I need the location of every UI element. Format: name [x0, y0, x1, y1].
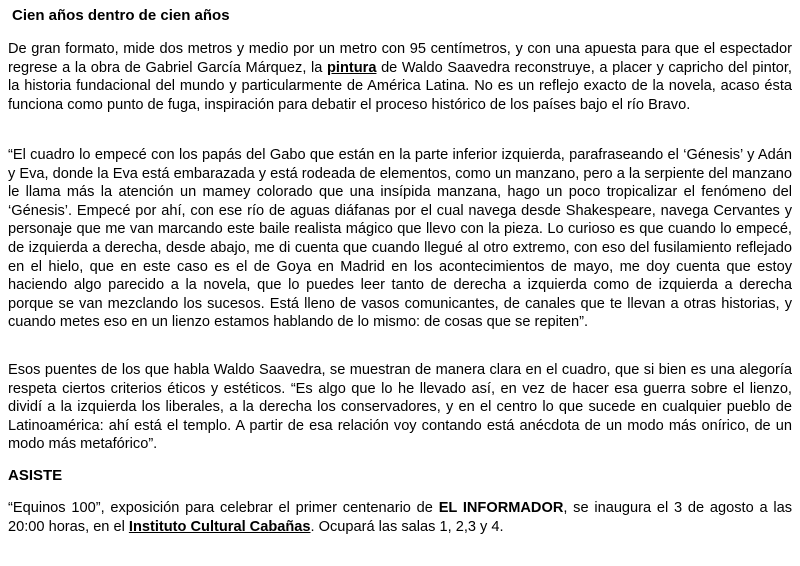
article-title: Cien años dentro de cien años: [12, 7, 230, 24]
el-informador-name: EL INFORMADOR: [438, 500, 564, 516]
paragraph-event-text-after: . Ocupará las salas 1, 2,3 y 4.: [310, 518, 504, 535]
instituto-cultural-cabanas-link[interactable]: Instituto Cultural Cabañas: [128, 518, 311, 535]
paragraph-bridges: Esos puentes de los que habla Waldo Saavedra, se muestran de manera clara en el cuadro, que si bien es una alegoría respeta ciertos criterios éticos y estéticos. “Es algo que lo he llevado así, en vez de hacer esa guerra sobre el lienzo, dividí a la izquierda los liberales, a la derecha los conservadores, y en el centro lo que sucede en cualquier pueblo de Latinoamérica: ahí está el templo. A partir de esa relación voy contando está anécdota de un modo más onírico, de un modo más metafórico”.: [8, 362, 792, 453]
pintura-link[interactable]: pintura: [326, 59, 377, 76]
paragraph-quote: “El cuadro lo empecé con los papás del Gabo que están en la parte inferior izquierda, parafraseando el ‘Génesis’ y Adán y Eva, donde la Eva está embarazada y está rodeada de elementos, como un manzano, pero a la serpiente del manzano le llama más la atención un mamey colorado que una insípida manzana, hago un poco tropicalizar el fenómeno del ‘Génesis’. Empecé por ahí, con ese río de aguas diáfanas por el cual navega desde Shakespeare, navega Cervantes y personaje que me van marcando este baile realista mágico que llevo con la pieza. Lo curioso es que cuando lo empecé, de izquierda a derecha, desde abajo, me di cuenta que cuando llegué al otro extremo, con eso del fusilamiento reflejado en el hielo, que en este caso es el de Goya en Madrid en los acontecimientos de mayo, me doy cuenta que estoy haciendo algo parecido a la novela, que lo puedes leer tanto de derecha a izquierda como de izquierda a derecha porque se van mezclando los sucesos. Está lleno de vasos comunicantes, de canales que te llevan a otras historias, y cuando metes eso en un lienzo estamos hablando de lo mismo: de cosas que se repiten”.: [8, 147, 792, 331]
paragraph-intro-text-after: de Waldo Saavedra reconstruye, a placer y capricho del pintor, la historia fundacional del mundo y particularmente de América Latina. No es un reflejo exacto de la novela, acaso ésta funciona como punto de fuga, inspiración para debatir el proceso histórico de los países bajo el río Bravo.: [8, 59, 792, 113]
paragraph-intro: [8, 40, 792, 114]
section-heading-asiste: ASISTE: [8, 467, 63, 484]
paragraph-event: [8, 499, 792, 536]
paragraph-event-text-before: “Equinos 100”, exposición para celebrar el primer centenario de: [8, 500, 439, 516]
paragraph-event-text-middle: , se inaugura el 3 de agosto a las 20:00 horas, en el: [8, 500, 792, 535]
paragraph-intro-text-before: De gran formato, mide dos metros y medio por un metro con 95 centímetros, y con una apuesta para que el espectador regrese a la obra de Gabriel García Márquez, la: [8, 41, 792, 76]
